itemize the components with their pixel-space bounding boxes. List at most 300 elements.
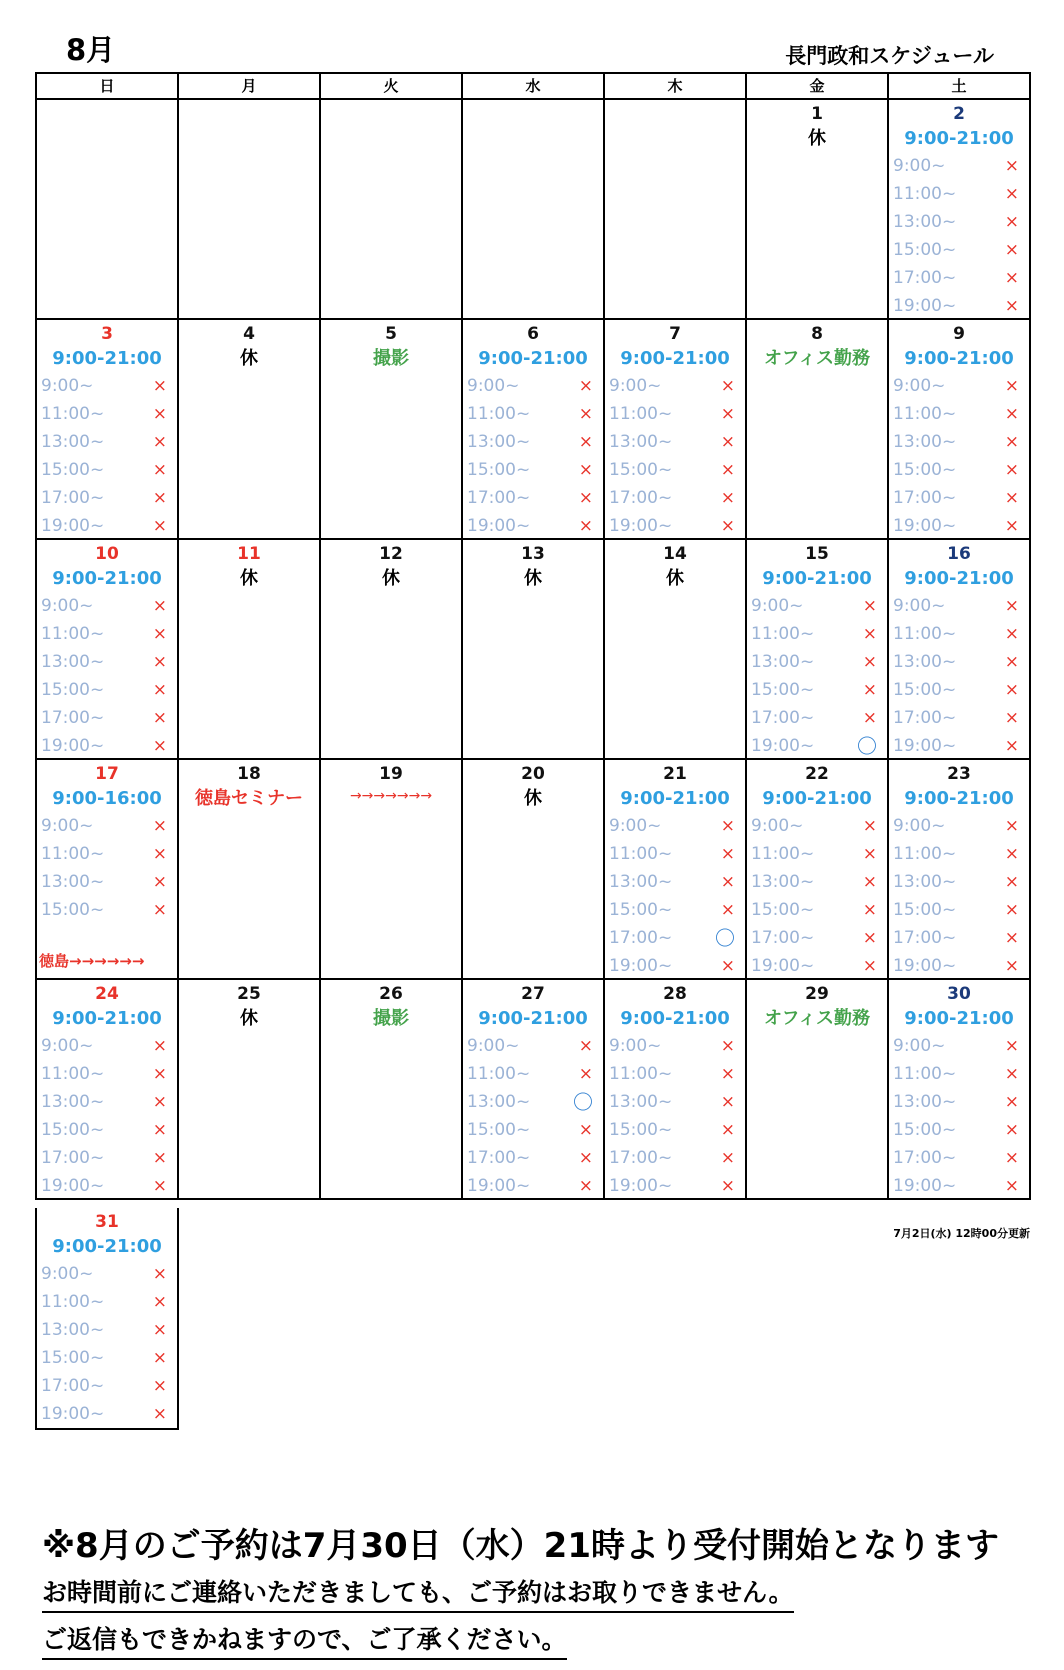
trip-note: 徳島→→→→→→ (39, 952, 145, 970)
empty-cell (321, 100, 463, 320)
unavailable-mark: × (152, 432, 167, 452)
slot-time: 11:00~ (751, 844, 815, 864)
available-mark: 〇 (715, 926, 735, 950)
day-cell-5 (321, 320, 463, 540)
business-hours: 9:00-21:00 (52, 1236, 162, 1257)
day-cell-20 (463, 760, 605, 980)
slot-time: 15:00~ (893, 680, 957, 700)
day-number: 15 (805, 544, 829, 564)
day-cell-31 (35, 1208, 179, 1430)
slot-time: 19:00~ (41, 1404, 105, 1424)
schedule-title: 長門政和スケジュール (785, 44, 994, 68)
business-hours: 9:00-21:00 (904, 348, 1014, 369)
day-cell-22 (747, 760, 889, 980)
day-cell-9 (889, 320, 1031, 540)
day-cell-14 (605, 540, 747, 760)
unavailable-mark: × (1004, 736, 1019, 756)
day-note: 休 (240, 568, 258, 589)
day-note: 休 (240, 1008, 258, 1029)
day-note: 撮影 (373, 1008, 409, 1029)
notice-line-2: ご返信もできかねますので、ご了承ください。 (42, 1620, 567, 1660)
unavailable-mark: × (862, 624, 877, 644)
slot-time: 11:00~ (41, 624, 105, 644)
slot-time: 11:00~ (893, 1064, 957, 1084)
time-slot (889, 1088, 1029, 1116)
slot-time: 17:00~ (467, 1148, 531, 1168)
unavailable-mark: × (1004, 1176, 1019, 1196)
day-number: 5 (385, 324, 397, 344)
unavailable-mark: × (720, 404, 735, 424)
unavailable-mark: × (1004, 376, 1019, 396)
slot-time: 9:00~ (893, 376, 946, 396)
time-slot (463, 456, 603, 484)
slot-time: 11:00~ (751, 624, 815, 644)
slot-time: 19:00~ (893, 296, 957, 316)
empty-cell (605, 100, 747, 320)
business-hours: 9:00-21:00 (904, 1008, 1014, 1029)
unavailable-mark: × (1004, 404, 1019, 424)
slot-time: 11:00~ (467, 1064, 531, 1084)
time-slot (37, 648, 177, 676)
day-note: 休 (240, 348, 258, 369)
slot-time: 13:00~ (609, 1092, 673, 1112)
unavailable-mark: × (1004, 296, 1019, 316)
unavailable-mark: × (152, 900, 167, 920)
time-slot (37, 484, 177, 512)
day-cell-7 (605, 320, 747, 540)
slot-time: 15:00~ (751, 680, 815, 700)
time-slot (889, 648, 1029, 676)
day-number: 30 (947, 984, 971, 1004)
time-slot (37, 840, 177, 868)
unavailable-mark: × (578, 404, 593, 424)
slot-time: 15:00~ (893, 900, 957, 920)
unavailable-mark: × (862, 680, 877, 700)
unavailable-mark: × (720, 1036, 735, 1056)
slot-time: 15:00~ (609, 900, 673, 920)
business-hours: 9:00-21:00 (478, 1008, 588, 1029)
time-slot (889, 1060, 1029, 1088)
unavailable-mark: × (862, 596, 877, 616)
slot-time: 19:00~ (893, 1176, 957, 1196)
time-slot (747, 896, 887, 924)
time-slot (747, 952, 887, 980)
unavailable-mark: × (720, 844, 735, 864)
unavailable-mark: × (152, 844, 167, 864)
unavailable-mark: × (720, 956, 735, 976)
day-number: 23 (947, 764, 971, 784)
day-note: オフィス勤務 (763, 1008, 871, 1029)
unavailable-mark: × (578, 432, 593, 452)
calendar-grid (35, 72, 1031, 1200)
unavailable-mark: × (152, 816, 167, 836)
time-slot (37, 732, 177, 760)
slot-time: 15:00~ (467, 460, 531, 480)
business-hours: 9:00-21:00 (620, 788, 730, 809)
time-slot (605, 1172, 745, 1200)
time-slot (605, 952, 745, 980)
time-slot (37, 456, 177, 484)
unavailable-mark: × (1004, 240, 1019, 260)
continuation-arrow: →→→→→→→ (349, 788, 433, 804)
unavailable-mark: × (1004, 816, 1019, 836)
time-slot (605, 1088, 745, 1116)
day-note: 徳島セミナー (195, 788, 303, 809)
time-slot (605, 372, 745, 400)
time-slot (747, 592, 887, 620)
day-cell-13 (463, 540, 605, 760)
time-slot (463, 484, 603, 512)
slot-time: 13:00~ (893, 212, 957, 232)
time-slot (889, 1116, 1029, 1144)
time-slot (747, 840, 887, 868)
weekday-header: 金 (747, 74, 889, 100)
time-slot (463, 512, 603, 540)
time-slot (889, 868, 1029, 896)
day-cell-11 (179, 540, 321, 760)
day-number: 4 (243, 324, 255, 344)
unavailable-mark: × (720, 1092, 735, 1112)
unavailable-mark: × (720, 376, 735, 396)
slot-time: 17:00~ (41, 488, 105, 508)
slot-time: 11:00~ (609, 1064, 673, 1084)
time-slot (889, 400, 1029, 428)
slot-time: 13:00~ (41, 432, 105, 452)
unavailable-mark: × (1004, 652, 1019, 672)
day-number: 8 (811, 324, 823, 344)
unavailable-mark: × (152, 708, 167, 728)
slot-time: 11:00~ (609, 844, 673, 864)
time-slot (605, 1060, 745, 1088)
notice-line-1: お時間前にご連絡いただきましても、ご予約はお取りできません。 (42, 1573, 794, 1613)
day-number: 14 (663, 544, 687, 564)
day-cell-2 (889, 100, 1031, 320)
time-slot (37, 812, 177, 840)
unavailable-mark: × (152, 1376, 167, 1396)
time-slot (37, 400, 177, 428)
time-slot (605, 812, 745, 840)
day-number: 25 (237, 984, 261, 1004)
time-slot (37, 592, 177, 620)
day-note: 休 (808, 128, 826, 149)
slot-time: 19:00~ (609, 1176, 673, 1196)
time-slot (37, 1032, 177, 1060)
business-hours: 9:00-21:00 (762, 568, 872, 589)
unavailable-mark: × (578, 1120, 593, 1140)
unavailable-mark: × (578, 1176, 593, 1196)
slot-time: 13:00~ (41, 1320, 105, 1340)
slot-time: 13:00~ (41, 652, 105, 672)
time-slot (889, 676, 1029, 704)
slot-time: 11:00~ (893, 404, 957, 424)
time-slot (889, 1032, 1029, 1060)
time-slot (463, 1088, 603, 1116)
unavailable-mark: × (862, 708, 877, 728)
day-number: 10 (95, 544, 119, 564)
weekday-header: 月 (179, 74, 321, 100)
time-slot (605, 484, 745, 512)
unavailable-mark: × (720, 1120, 735, 1140)
unavailable-mark: × (152, 1320, 167, 1340)
slot-time: 17:00~ (41, 708, 105, 728)
unavailable-mark: × (152, 1176, 167, 1196)
slot-time: 11:00~ (609, 404, 673, 424)
unavailable-mark: × (1004, 212, 1019, 232)
time-slot (889, 208, 1029, 236)
time-slot (37, 428, 177, 456)
unavailable-mark: × (152, 1404, 167, 1424)
unavailable-mark: × (152, 376, 167, 396)
time-slot (889, 180, 1029, 208)
unavailable-mark: × (720, 432, 735, 452)
slot-time: 15:00~ (609, 1120, 673, 1140)
slot-time: 13:00~ (41, 872, 105, 892)
unavailable-mark: × (1004, 928, 1019, 948)
time-slot (37, 868, 177, 896)
slot-time: 9:00~ (41, 1036, 94, 1056)
unavailable-mark: × (1004, 1092, 1019, 1112)
day-note: 休 (524, 568, 542, 589)
unavailable-mark: × (578, 1064, 593, 1084)
time-slot (605, 924, 745, 952)
unavailable-mark: × (152, 596, 167, 616)
slot-time: 11:00~ (41, 1064, 105, 1084)
time-slot (37, 1344, 177, 1372)
weekday-header: 水 (463, 74, 605, 100)
day-cell-6 (463, 320, 605, 540)
time-slot (463, 400, 603, 428)
slot-time: 15:00~ (41, 460, 105, 480)
time-slot (605, 428, 745, 456)
business-hours: 9:00-21:00 (620, 1008, 730, 1029)
time-slot (37, 1144, 177, 1172)
unavailable-mark: × (1004, 1036, 1019, 1056)
unavailable-mark: × (1004, 1148, 1019, 1168)
unavailable-mark: × (720, 1176, 735, 1196)
weekday-header: 土 (889, 74, 1031, 100)
slot-time: 17:00~ (893, 708, 957, 728)
unavailable-mark: × (152, 680, 167, 700)
slot-time: 9:00~ (609, 1036, 662, 1056)
slot-time: 13:00~ (751, 652, 815, 672)
slot-time: 19:00~ (751, 736, 815, 756)
available-mark: 〇 (857, 734, 877, 758)
time-slot (605, 868, 745, 896)
slot-time: 13:00~ (467, 1092, 531, 1112)
time-slot (747, 732, 887, 760)
slot-time: 19:00~ (467, 1176, 531, 1196)
unavailable-mark: × (862, 956, 877, 976)
time-slot (463, 1060, 603, 1088)
time-slot (37, 896, 177, 924)
day-number: 22 (805, 764, 829, 784)
time-slot (889, 704, 1029, 732)
day-number: 18 (237, 764, 261, 784)
unavailable-mark: × (152, 1264, 167, 1284)
time-slot (37, 1088, 177, 1116)
time-slot (605, 1116, 745, 1144)
slot-time: 19:00~ (893, 736, 957, 756)
slot-time: 19:00~ (41, 516, 105, 536)
unavailable-mark: × (1004, 184, 1019, 204)
slot-time: 11:00~ (41, 844, 105, 864)
weekday-header: 日 (37, 74, 179, 100)
unavailable-mark: × (152, 404, 167, 424)
slot-time: 15:00~ (41, 900, 105, 920)
slot-time: 13:00~ (893, 1092, 957, 1112)
business-hours: 9:00-21:00 (620, 348, 730, 369)
slot-time: 17:00~ (467, 488, 531, 508)
day-number: 3 (101, 324, 113, 344)
slot-time: 19:00~ (41, 1176, 105, 1196)
slot-time: 13:00~ (609, 872, 673, 892)
time-slot (463, 1116, 603, 1144)
time-slot (889, 484, 1029, 512)
time-slot (889, 512, 1029, 540)
day-cell-3 (37, 320, 179, 540)
unavailable-mark: × (1004, 900, 1019, 920)
unavailable-mark: × (1004, 956, 1019, 976)
slot-time: 15:00~ (41, 680, 105, 700)
unavailable-mark: × (1004, 1064, 1019, 1084)
unavailable-mark: × (862, 844, 877, 864)
slot-time: 17:00~ (893, 928, 957, 948)
unavailable-mark: × (578, 488, 593, 508)
business-hours: 9:00-21:00 (52, 568, 162, 589)
day-number: 1 (811, 104, 823, 124)
slot-time: 15:00~ (893, 1120, 957, 1140)
time-slot (37, 1400, 177, 1428)
day-cell-30 (889, 980, 1031, 1200)
unavailable-mark: × (720, 1064, 735, 1084)
day-note: 休 (524, 788, 542, 809)
time-slot (747, 620, 887, 648)
time-slot (37, 372, 177, 400)
slot-time: 19:00~ (609, 516, 673, 536)
unavailable-mark: × (152, 624, 167, 644)
business-hours: 9:00-16:00 (52, 788, 162, 809)
slot-time: 17:00~ (893, 1148, 957, 1168)
unavailable-mark: × (152, 652, 167, 672)
day-cell-23 (889, 760, 1031, 980)
unavailable-mark: × (152, 516, 167, 536)
unavailable-mark: × (1004, 872, 1019, 892)
time-slot (747, 704, 887, 732)
slot-time: 17:00~ (893, 488, 957, 508)
time-slot (605, 456, 745, 484)
slot-time: 19:00~ (467, 516, 531, 536)
day-number: 29 (805, 984, 829, 1004)
time-slot (37, 1316, 177, 1344)
unavailable-mark: × (1004, 708, 1019, 728)
day-number: 9 (953, 324, 965, 344)
unavailable-mark: × (578, 1036, 593, 1056)
slot-time: 11:00~ (893, 624, 957, 644)
unavailable-mark: × (1004, 1120, 1019, 1140)
day-cell-15 (747, 540, 889, 760)
slot-time: 17:00~ (609, 1148, 673, 1168)
business-hours: 9:00-21:00 (52, 348, 162, 369)
time-slot (605, 1032, 745, 1060)
business-hours: 9:00-21:00 (478, 348, 588, 369)
slot-time: 19:00~ (893, 956, 957, 976)
time-slot (463, 1032, 603, 1060)
day-cell-17 (37, 760, 179, 980)
slot-time: 17:00~ (751, 928, 815, 948)
day-number: 24 (95, 984, 119, 1004)
time-slot (889, 1172, 1029, 1200)
time-slot (889, 896, 1029, 924)
day-number: 31 (95, 1212, 119, 1232)
slot-time: 9:00~ (751, 596, 804, 616)
day-number: 19 (379, 764, 403, 784)
day-cell-21 (605, 760, 747, 980)
slot-time: 17:00~ (751, 708, 815, 728)
time-slot (889, 840, 1029, 868)
time-slot (889, 428, 1029, 456)
slot-time: 13:00~ (893, 432, 957, 452)
unavailable-mark: × (152, 1036, 167, 1056)
slot-time: 17:00~ (41, 1148, 105, 1168)
slot-time: 13:00~ (751, 872, 815, 892)
time-slot (37, 1172, 177, 1200)
time-slot (889, 372, 1029, 400)
time-slot (889, 592, 1029, 620)
unavailable-mark: × (152, 460, 167, 480)
day-number: 13 (521, 544, 545, 564)
time-slot (37, 1260, 177, 1288)
time-slot (37, 1288, 177, 1316)
day-cell-16 (889, 540, 1031, 760)
unavailable-mark: × (862, 816, 877, 836)
time-slot (747, 648, 887, 676)
time-slot (889, 236, 1029, 264)
slot-time: 9:00~ (467, 376, 520, 396)
day-cell-25 (179, 980, 321, 1200)
time-slot (37, 704, 177, 732)
slot-time: 17:00~ (609, 488, 673, 508)
day-cell-28 (605, 980, 747, 1200)
unavailable-mark: × (720, 900, 735, 920)
time-slot (605, 896, 745, 924)
time-slot (37, 1372, 177, 1400)
slot-time: 15:00~ (893, 240, 957, 260)
day-note: 休 (382, 568, 400, 589)
time-slot (747, 924, 887, 952)
time-slot (747, 812, 887, 840)
time-slot (37, 512, 177, 540)
time-slot (37, 1060, 177, 1088)
unavailable-mark: × (720, 488, 735, 508)
time-slot (889, 732, 1029, 760)
day-number: 12 (379, 544, 403, 564)
day-number: 27 (521, 984, 545, 1004)
unavailable-mark: × (152, 1348, 167, 1368)
time-slot (37, 1116, 177, 1144)
time-slot (37, 620, 177, 648)
unavailable-mark: × (720, 1148, 735, 1168)
slot-time: 11:00~ (41, 1292, 105, 1312)
time-slot (889, 1144, 1029, 1172)
time-slot (605, 840, 745, 868)
unavailable-mark: × (1004, 432, 1019, 452)
slot-time: 11:00~ (41, 404, 105, 424)
day-number: 26 (379, 984, 403, 1004)
day-cell-27 (463, 980, 605, 1200)
calendar (35, 72, 1031, 1200)
empty-cell (463, 100, 605, 320)
slot-time: 9:00~ (751, 816, 804, 836)
